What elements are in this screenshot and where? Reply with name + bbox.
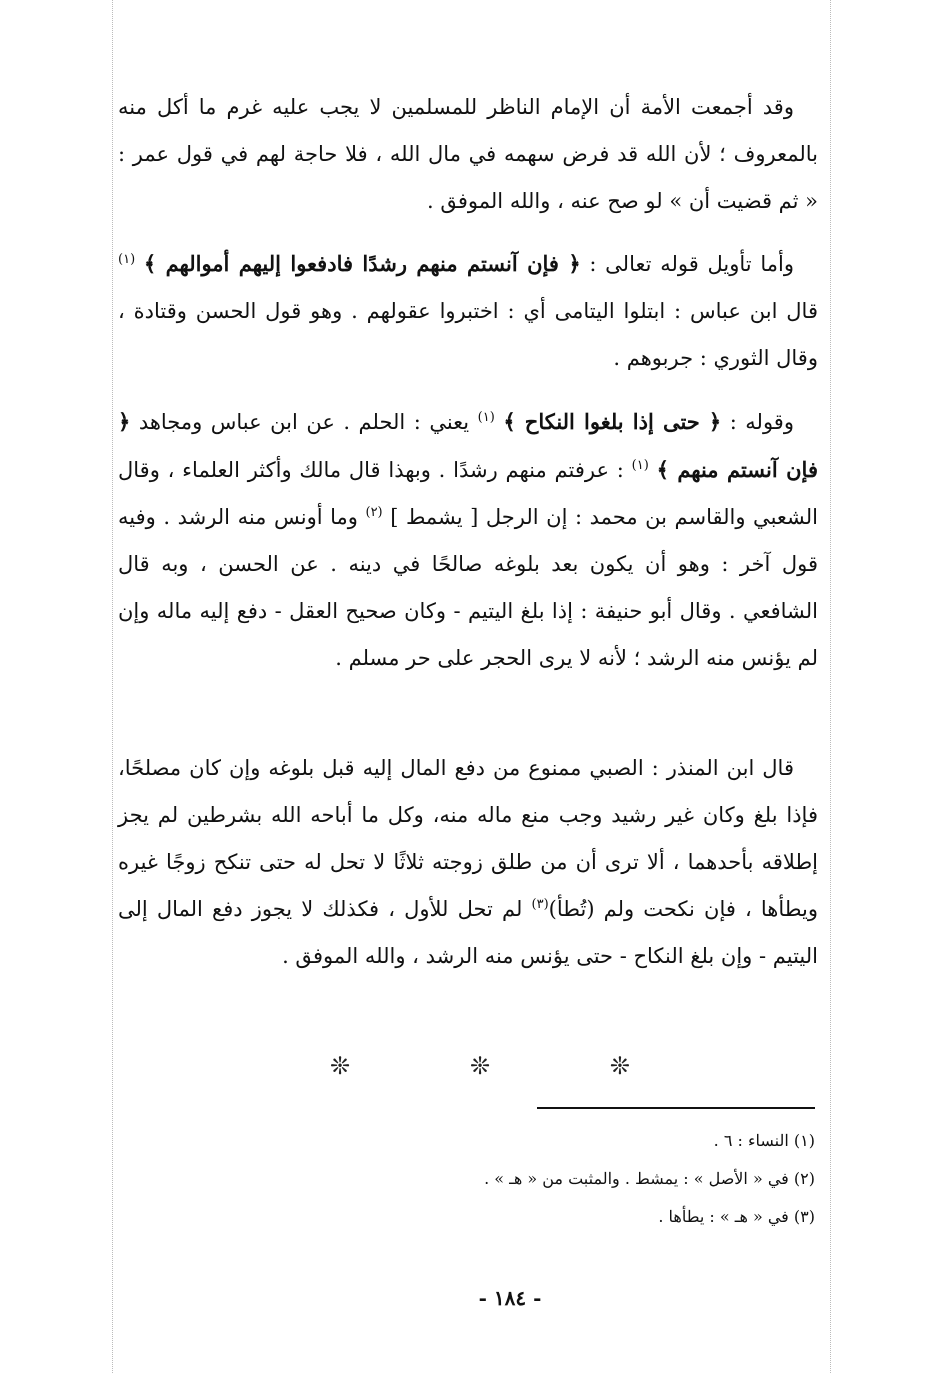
paragraph-3-intro: وقوله :: [721, 410, 794, 434]
margin-guide-left: [112, 0, 113, 1373]
paragraph-1: [118, 84, 818, 225]
paragraph-3-mid1: يعني : الحلم . عن ابن عباس ومجاهد: [130, 410, 478, 434]
paragraph-2-rest: قال ابن عباس : ابتلوا اليتامى أي : اختبروا عقولهم . وهو قول الحسن وقتادة ، وقال الثوري : جربوهم .: [118, 299, 818, 370]
footnote-3: (٣) في « هـ » : يطأها .: [658, 1207, 815, 1226]
paragraph-4-part1: قال ابن المنذر : الصبي ممنوع من دفع المال إليه قبل بلوغه وإن كان مصلحًا، فإذا بلغ وكان غير رشيد وجب منع ماله منه، وكل ما أباحه الله بشرطين لم يجز إطلاقه بأحدهما ، ألا ترى أن من طلق زوجته ثلاثًا لا تحل له حتى تنكح زوجًا غيره ويطأها ، فإن نكحت ولم (تُطأ): [118, 756, 818, 921]
paragraph-3-rest: وما أونس منه الرشد . وفيه قول آخر : وهو أن يكون بعد بلوغه صالحًا في دينه . عن الحسن ، وبه قال الشافعي . وقال أبو حنيفة : إذا بلغ اليتيم - وكان صحيح العقل - دفع إليه ماله وإن لم يؤنس منه الرشد ؛ لأنه لا يرى الحجر على حر مسلم .: [118, 505, 818, 670]
paragraph-1-text: وقد أجمعت الأمة أن الإمام الناظر للمسلمين لا يجب عليه غرم ما أكل منه بالمعروف ؛ لأن الله قد فرض سهمه في مال الله ، فلا حاجة لهم في قول عمر : « ثم قضيت أن » لو صح عنه ، والله الموفق .: [118, 95, 818, 213]
paragraph-2: [118, 240, 818, 382]
footnote-1: (١) النساء : ٦ .: [713, 1131, 815, 1150]
footnote-ref: (١): [118, 252, 136, 267]
footnote-ref: (٣): [531, 897, 549, 912]
footnotes: [300, 1122, 815, 1236]
paragraph-3-mid2: : عرفتم منهم رشدًا . وبهذا قال مالك وأكثر العلماء ، وقال الشعبي والقاسم بن محمد : إن الرجل [ يشمط ]: [118, 458, 818, 529]
quran-verse: ﴿ فإن آنستم منهم رشدًا فادفعوا إليهم أموالهم ﴾: [143, 251, 581, 276]
quran-verse: ﴿ حتى إذا بلغوا النكاح ﴾: [503, 409, 722, 434]
paragraph-2-intro: وأما تأويل قوله تعالى :: [580, 252, 794, 276]
footnote-ref: (١): [477, 410, 495, 425]
section-separator: [330, 1052, 630, 1080]
footnote-2: (٢) في « الأصل » : يمشط . والمثبت من « هـ » .: [484, 1169, 815, 1188]
separator-star-icon: ❊: [330, 1052, 351, 1080]
footnote-divider: [537, 1107, 815, 1109]
margin-guide-right: [830, 0, 831, 1373]
paragraph-4: [118, 745, 818, 980]
footnote-ref: (١): [631, 458, 649, 473]
paragraph-4-part2: لم تحل للأول ، فكذلك لا يجوز دفع المال إلى اليتيم - وإن بلغ النكاح - حتى يؤنس منه الرشد ، والله الموفق .: [118, 897, 818, 968]
paragraph-3: [118, 398, 818, 682]
quran-verse: ﴿ فإن آنستم منهم ﴾: [118, 409, 818, 482]
page-number: - ١٨٤ -: [478, 1286, 542, 1310]
separator-star-icon: ❊: [609, 1052, 630, 1080]
footnote-ref: (٢): [365, 505, 383, 520]
separator-star-icon: ❊: [469, 1052, 491, 1080]
